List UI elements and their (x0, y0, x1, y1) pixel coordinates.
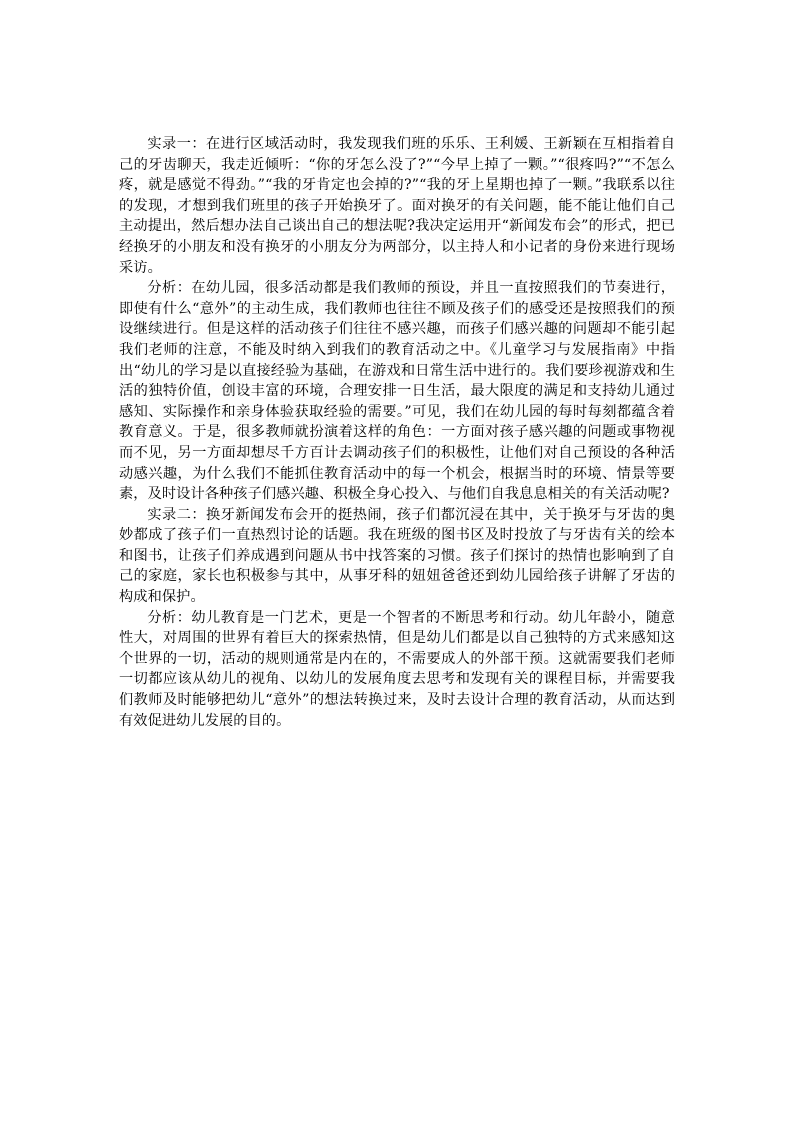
paragraph-analysis-two: 分析：幼儿教育是一门艺术，更是一个智者的不断思考和行动。幼儿年龄小，随意性大，对周围的世界有着巨大的探索热情，但是幼儿们都是以自己独特的方式来感知这个世界的一切，活动的规则通常是内在的，不需要成人的外部干预。这就需要我们老师一切都应该从幼儿的视角、以幼儿的发展角度去思考和发现有关的课程目标，并需要我们教师及时能够把幼儿“意外”的想法转换过来，及时去设计合理的教育活动，从而达到有效促进幼儿发展的目的。 (119, 609, 675, 729)
paragraph-record-two: 实录二：换牙新闻发布会开的挺热闹，孩子们都沉浸在其中，关于换牙与牙齿的奥妙都成了孩子们一直热烈讨论的话题。我在班级的图书区及时投放了与牙齿有关的绘本和图书，让孩子们养成遇到问题从书中找答案的习惯。孩子们探讨的热情也影响到了自己的家庭，家长也积极参与其中，从事牙科的妞妞爸爸还到幼儿园给孩子讲解了牙齿的构成和保护。 (119, 506, 675, 606)
paragraph-analysis-one: 分析：在幼儿园，很多活动都是我们教师的预设，并且一直按照我们的节奏进行，即使有什么“意外”的主动生成，我们教师也往往不顾及孩子们的感受还是按照我们的预设继续进行。但是这样的活动孩子们往往不感兴趣，而孩子们感兴趣的问题却不能引起我们老师的注意，不能及时纳入到我们的教育活动之中。《儿童学习与发展指南》中指出“幼儿的学习是以直接经验为基础，在游戏和日常生活中进行的。我们要珍视游戏和生活的独特价值，创设丰富的环境，合理安排一日生活，最大限度的满足和支持幼儿通过感知、实际操作和亲身体验获取经验的需要。”可见，我们在幼儿园的每时每刻都蕴含着教育意义。于是，很多教师就扮演着这样的角色：一方面对孩子感兴趣的问题或事物视而不见，另一方面却想尽千方百计去调动孩子们的积极性，让他们对自己预设的各种活动感兴趣，为什么我们不能抓住教育活动中的每一个机会，根据当时的环境、情景等要素，及时设计各种孩子们感兴趣、积极全身心投入、与他们自我息息相关的有关活动呢? (119, 280, 675, 503)
paragraph-record-one: 实录一：在进行区域活动时，我发现我们班的乐乐、王利媛、王新颖在互相指着自己的牙齿聊天，我走近倾听：“你的牙怎么没了?”“今早上掉了一颗。”“很疼吗?”“不怎么疼，就是感觉不得劲。”“我的牙肯定也会掉的?”“我的牙上星期也掉了一颗。”我联系以往的发现，才想到我们班里的孩子开始换牙了。面对换牙的有关问题，能不能让他们自己主动提出，然后想办法自己谈出自己的想法呢?我决定运用开“新闻发布会”的形式，把已经换牙的小朋友和没有换牙的小朋友分为两部分，以主持人和小记者的身份来进行现场采访。 (119, 136, 675, 276)
document-body (119, 134, 675, 731)
